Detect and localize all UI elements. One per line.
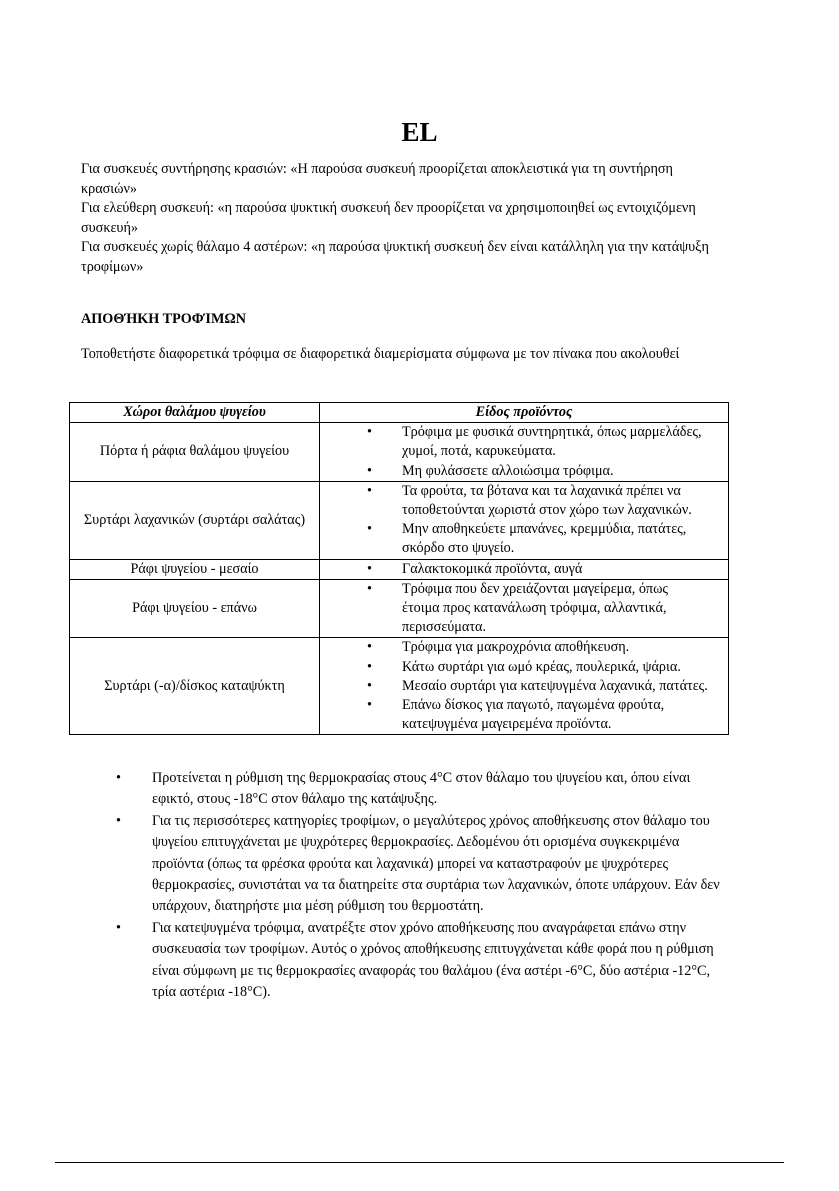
product-item: • Τρόφιμα που δεν χρειάζονται μαγείρεμα, όπως έτοιμα προς κατανάλωση τρόφιμα, αλλαντικά, περισσεύματα. — [320, 580, 728, 638]
storage-table — [69, 402, 729, 735]
product-item: • Γαλακτοκομικά προϊόντα, αυγά — [320, 560, 728, 579]
recommendation-item: • Για τις περισσότερες κατηγορίες τροφίμων, ο μεγαλύτερος χρόνος αποθήκευσης στον θάλαμο του ψυγείου επιτυγχάνεται με ψυχρότερες θερμοκρασίες. Δεδομένου ότι ορισμένα συγκεκριμένα προϊόντα (όπως τα φρέσκα φρούτα και λαχανικά) μπορεί να καταστραφούν με ψυχρότερες θερμοκρασίες, συνιστάται να τα διατηρείτε στα συρτάρια των λαχανικών, όποτε υπάρχουν. Εάν δεν υπάρχουν, διατηρήστε μια μέση ρύθμιση του θερμοστάτη. — [116, 811, 730, 918]
place-cell: Πόρτα ή ράφια θαλάμου ψυγείου — [70, 423, 320, 482]
table-row — [70, 579, 729, 638]
table-intro-text: Τοποθετήστε διαφορετικά τρόφιμα σε διαφορετικά διαμερίσματα σύμφωνα με τον πίνακα που ακολουθεί — [81, 346, 680, 362]
product-item: • Επάνω δίσκος για παγωτό, παγωμένα φρούτα, κατεψυγμένα μαγειρεμένα προϊόντα. — [320, 696, 728, 734]
product-item: • Μη φυλάσσετε αλλοιώσιμα τρόφιμα. — [320, 462, 728, 481]
place-cell: Συρτάρι (-α)/δίσκος καταψύκτη — [70, 638, 320, 735]
product-item: • Τα φρούτα, τα βότανα και τα λαχανικά πρέπει να τοποθετούνται χωριστά στον χώρο των λαχανικών. — [320, 482, 728, 520]
table-header-row — [70, 403, 729, 423]
product-item: • Κάτω συρτάρι για ωμό κρέας, πουλερικά, ψάρια. — [320, 658, 728, 677]
footer-rule — [55, 1162, 784, 1163]
products-cell — [320, 559, 729, 579]
language-code-heading: EL — [401, 117, 438, 147]
place-cell: Ράφι ψυγείου - μεσαίο — [70, 559, 320, 579]
product-item: • Μεσαίο συρτάρι για κατεψυγμένα λαχανικά, πατάτες. — [320, 677, 728, 696]
intro-line: Για ελεύθερη συσκευή: «η παρούσα ψυκτική συσκευή δεν προορίζεται να χρησιμοποιηθεί ως εντοιχιζόμενη συσκευή» — [81, 200, 696, 236]
section-title: ΑΠΟΘΉΚΗ ΤΡΟΦΊΜΩΝ — [81, 311, 246, 327]
table-row — [70, 423, 729, 482]
table-row — [70, 638, 729, 735]
products-cell — [320, 481, 729, 559]
products-cell — [320, 579, 729, 638]
product-item: • Τρόφιμα για μακροχρόνια αποθήκευση. — [320, 638, 728, 657]
products-cell — [320, 423, 729, 482]
product-item: • Μην αποθηκεύετε μπανάνες, κρεμμύδια, πατάτες, σκόρδο στο ψυγείο. — [320, 520, 728, 558]
intro-line: Για συσκευές συντήρησης κρασιών: «Η παρούσα συσκευή προορίζεται αποκλειστικά για τη συντήρηση κρασιών» — [81, 161, 673, 197]
place-cell: Ράφι ψυγείου - επάνω — [70, 579, 320, 638]
table-row — [70, 481, 729, 559]
recommendations-list — [116, 768, 730, 1003]
intro-line: Για συσκευές χωρίς θάλαμο 4 αστέρων: «η παρούσα ψυκτική συσκευή δεν είναι κατάλληλη για την κατάψυξη τροφίμων» — [81, 239, 709, 275]
place-cell: Συρτάρι λαχανικών (συρτάρι σαλάτας) — [70, 481, 320, 559]
column-header-place: Χώροι θαλάμου ψυγείου — [70, 403, 320, 423]
products-cell — [320, 638, 729, 735]
table-row — [70, 559, 729, 579]
product-item: • Τρόφιμα με φυσικά συντηρητικά, όπως μαρμελάδες, χυμοί, ποτά, καρυκεύματα. — [320, 423, 728, 461]
recommendation-item: • Για κατεψυγμένα τρόφιμα, ανατρέξτε στον χρόνο αποθήκευσης που αναγράφεται επάνω στην συσκευασία των τροφίμων. Αυτός ο χρόνος αποθήκευσης επιτυγχάνεται κάθε φορά που η ρύθμιση είναι σύμφωνη με τις θερμοκρασίες αναφοράς του θαλάμου (ένα αστέρι -6°C, δύο αστέρια -12°C, τρία αστέρια -18°C). — [116, 918, 730, 1004]
column-header-products: Είδος προϊόντος — [320, 403, 729, 423]
recommendation-item: • Προτείνεται η ρύθμιση της θερμοκρασίας στους 4°C στον θάλαμο του ψυγείου και, όπου είναι εφικτό, στους -18°C στον θάλαμο της κατάψυξης. — [116, 768, 730, 811]
intro-statements — [81, 160, 731, 278]
